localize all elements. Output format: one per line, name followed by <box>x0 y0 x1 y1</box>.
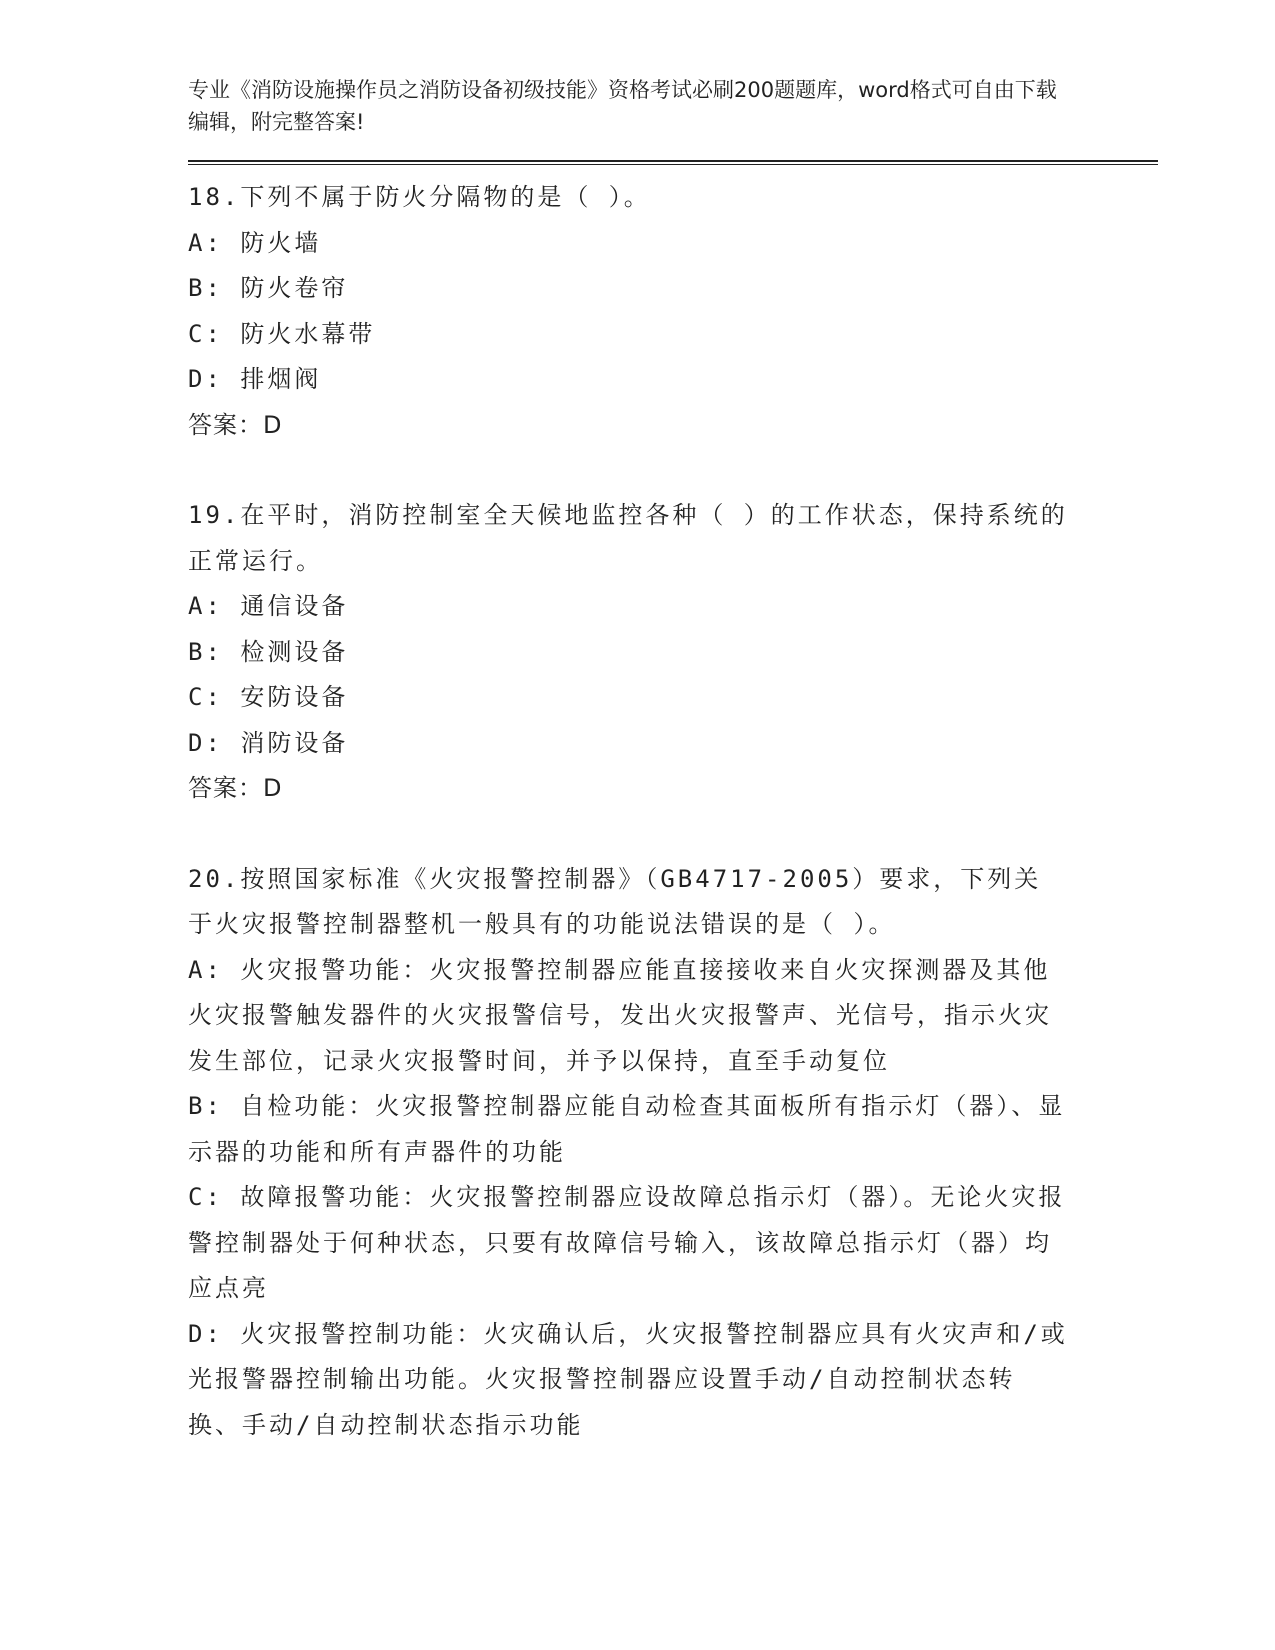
option-a: A: 通信设备 <box>188 592 349 620</box>
option-c: C: 故障报警功能：火灾报警控制器应设故障总指示灯（器）。无论火灾报警控制器处于何种状态，只要有故障信号输入，该故障总指示灯（器）均应点亮 <box>188 1183 1066 1302</box>
answer: 答案：D <box>188 774 283 802</box>
option-d: D: 排烟阀 <box>188 365 322 393</box>
question-stem: 18.下列不属于防火分隔物的是（ ）。 <box>188 183 651 211</box>
question-18 <box>188 175 1068 448</box>
answer: 答案：D <box>188 410 283 439</box>
question-list <box>188 175 1068 1448</box>
option-b: B: 检测设备 <box>188 637 349 666</box>
question-20 <box>188 857 1068 1449</box>
option-b: B: 自检功能：火灾报警控制器应能自动检查其面板所有指示灯（器）、显示器的功能和所有声器件的功能 <box>188 1092 1066 1166</box>
option-d: D: 消防设备 <box>188 728 349 757</box>
question-19 <box>188 493 1068 812</box>
question-stem: 20.按照国家标准《火灾报警控制器》（GB4717-2005）要求，下列关于火灾报警控制器整机一般具有的功能说法错误的是（ ）。 <box>188 864 1042 938</box>
option-a: A: 防火墙 <box>188 228 322 257</box>
option-d: D: 火灾报警控制功能：火灾确认后，火灾报警控制器应具有火灾声和/或光报警器控制输出功能。火灾报警控制器应设置手动/自动控制状态转换、手动/自动控制状态指示功能 <box>188 1319 1068 1439</box>
option-c: C: 安防设备 <box>188 683 349 711</box>
option-b: B: 防火卷帘 <box>188 274 349 302</box>
option-c: C: 防火水幕带 <box>188 319 376 348</box>
header-divider <box>188 160 1158 165</box>
document-page <box>188 74 1158 1493</box>
question-stem: 19.在平时，消防控制室全天候地监控各种（ ）的工作状态，保持系统的正常运行。 <box>188 501 1068 575</box>
option-a: A: 火灾报警功能：火灾报警控制器应能直接接收来自火灾探测器及其他火灾报警触发器件的火灾报警信号，发出火灾报警声、光信号，指示火灾发生部位，记录火灾报警时间，并予以保持，直至手动复位 <box>188 955 1052 1075</box>
document-header: 专业《消防设施操作员之消防设备初级技能》资格考试必刷200题题库，word格式可自由下载编辑，附完整答案! <box>188 78 1057 134</box>
